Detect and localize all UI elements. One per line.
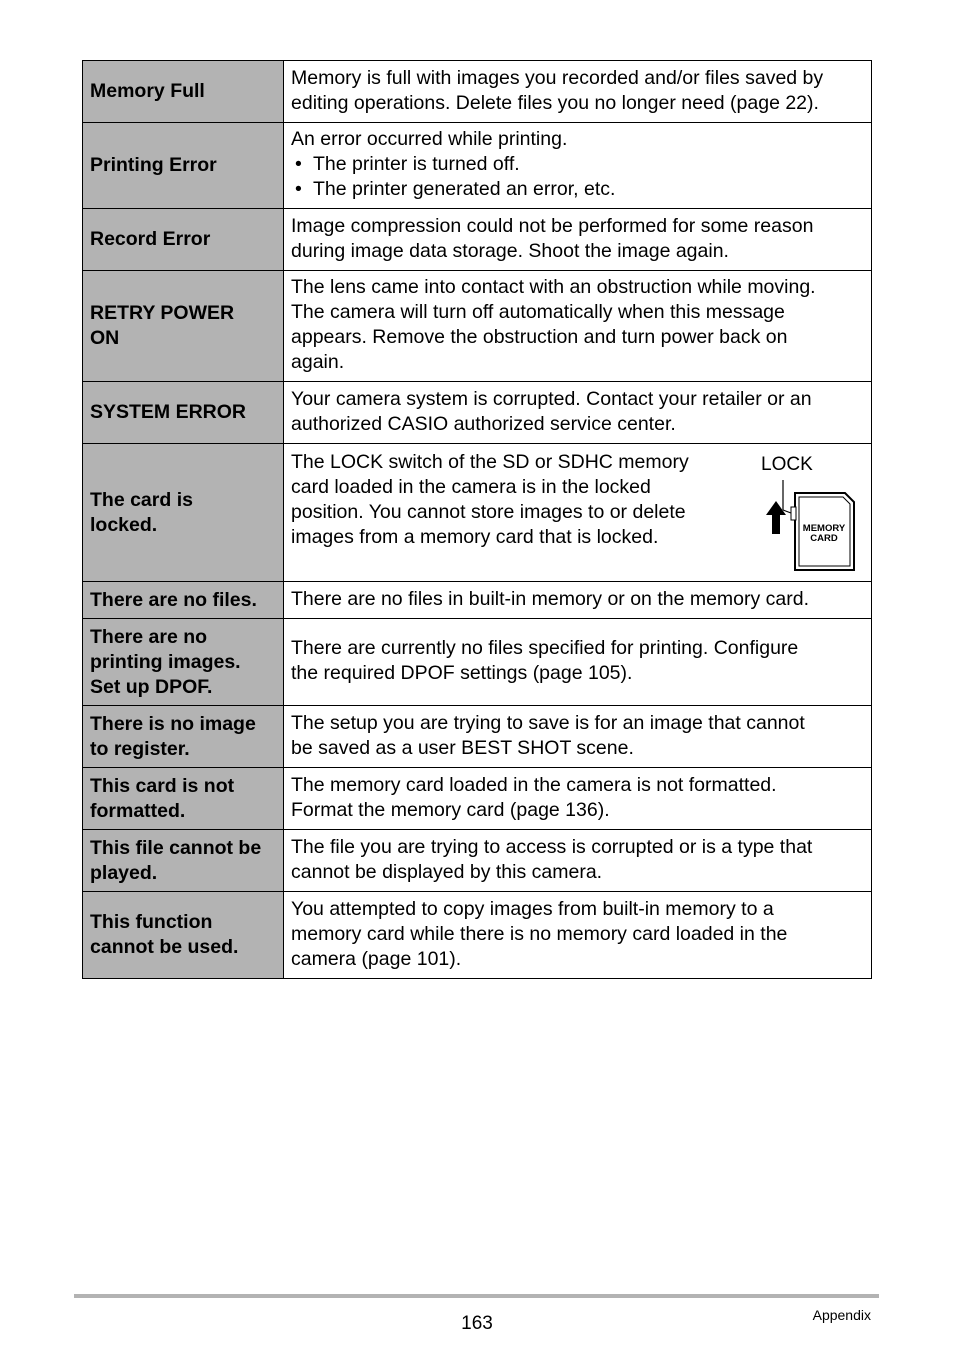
term-line: printing images. bbox=[90, 650, 241, 673]
message-term bbox=[83, 61, 284, 123]
table-row bbox=[83, 619, 872, 706]
desc-line: Format the memory card (page 136). bbox=[291, 798, 610, 821]
table-row bbox=[83, 382, 872, 444]
table-row bbox=[83, 706, 872, 768]
desc-line: Memory is full with images you recorded and/or files saved by bbox=[291, 66, 824, 89]
term-line: There are no bbox=[90, 625, 208, 648]
desc-line: appears. Remove the obstruction and turn power back on bbox=[291, 326, 788, 348]
bullet-item bbox=[291, 177, 865, 202]
term-line: Memory Full bbox=[90, 80, 205, 102]
desc-line: The file you are trying to access is corrupted or is a type that bbox=[291, 835, 813, 858]
term-line: ON bbox=[90, 327, 120, 349]
desc-line: cannot be displayed by this camera. bbox=[291, 860, 603, 883]
term-line: The card is bbox=[90, 488, 193, 511]
table-row bbox=[83, 582, 872, 619]
term-line: There is no image bbox=[90, 712, 256, 735]
message-description bbox=[284, 61, 872, 123]
lock-label: LOCK bbox=[761, 454, 813, 475]
desc-line: the required DPOF settings (page 105). bbox=[291, 662, 633, 684]
message-term bbox=[83, 209, 284, 271]
desc-line: during image data storage. Shoot the image again. bbox=[291, 239, 729, 262]
desc-line: The LOCK switch of the SD or SDHC memory bbox=[291, 451, 689, 473]
message-term bbox=[83, 619, 284, 706]
message-term bbox=[83, 271, 284, 382]
bullet-text: The printer is turned off. bbox=[313, 153, 520, 175]
message-description bbox=[284, 382, 872, 444]
message-description bbox=[284, 892, 872, 979]
desc-line: There are no files in built-in memory or on the memory card. bbox=[291, 587, 810, 610]
table-row bbox=[83, 892, 872, 979]
table-row bbox=[83, 271, 872, 382]
term-line: SYSTEM ERROR bbox=[90, 401, 247, 423]
message-description bbox=[284, 271, 872, 382]
message-description bbox=[284, 123, 872, 209]
desc-line: Your camera system is corrupted. Contact your retailer or an bbox=[291, 387, 812, 410]
message-term bbox=[83, 830, 284, 892]
desc-line: images from a memory card that is locked. bbox=[291, 526, 659, 548]
term-line: This function bbox=[90, 911, 213, 933]
bullet-text: The printer generated an error, etc. bbox=[313, 178, 616, 200]
table-row bbox=[83, 123, 872, 209]
message-description bbox=[284, 768, 872, 830]
memory-card-figure bbox=[755, 450, 865, 575]
desc-line: You attempted to copy images from built-in memory to a bbox=[291, 897, 774, 920]
desc-line: The camera will turn off automatically when this message bbox=[291, 301, 785, 323]
message-description bbox=[284, 582, 872, 619]
term-line: locked. bbox=[90, 513, 158, 536]
card-text-line2: CARD bbox=[810, 533, 838, 544]
message-description bbox=[284, 706, 872, 768]
memory-card-icon bbox=[795, 493, 854, 570]
message-term bbox=[83, 892, 284, 979]
term-line: RETRY POWER bbox=[90, 302, 235, 324]
term-line: to register. bbox=[90, 737, 190, 760]
term-line: This card is not bbox=[90, 774, 235, 797]
section-name: Appendix bbox=[812, 1307, 871, 1323]
desc-line: The setup you are trying to save is for an image that cannot bbox=[291, 711, 805, 734]
term-line: played. bbox=[90, 861, 158, 884]
term-line: This file cannot be bbox=[90, 836, 262, 859]
lock-content bbox=[291, 450, 865, 575]
card-text-line1: MEMORY bbox=[802, 523, 846, 534]
term-line: cannot be used. bbox=[90, 936, 239, 958]
bullet-icon: • bbox=[295, 153, 302, 175]
term-line: formatted. bbox=[90, 799, 186, 822]
desc-line: An error occurred while printing. bbox=[291, 128, 568, 150]
term-line: Set up DPOF. bbox=[90, 675, 213, 698]
desc-line: The memory card loaded in the camera is not formatted. bbox=[291, 773, 777, 796]
term-line: There are no files. bbox=[90, 588, 257, 611]
desc-line: The lens came into contact with an obstruction while moving. bbox=[291, 276, 816, 298]
table-row bbox=[83, 61, 872, 123]
message-description bbox=[284, 209, 872, 271]
message-term bbox=[83, 706, 284, 768]
desc-line: editing operations. Delete files you no longer need (page 22). bbox=[291, 91, 819, 114]
message-term bbox=[83, 582, 284, 619]
table-row bbox=[83, 830, 872, 892]
desc-line: again. bbox=[291, 351, 345, 373]
desc-line: position. You cannot store images to or delete bbox=[291, 501, 686, 523]
desc-line: There are currently no files specified for printing. Configure bbox=[291, 637, 799, 659]
desc-line: Image compression could not be performed for some reason bbox=[291, 214, 814, 237]
table-row bbox=[83, 209, 872, 271]
message-term bbox=[83, 123, 284, 209]
table-row bbox=[83, 444, 872, 582]
message-term bbox=[83, 444, 284, 582]
message-description bbox=[284, 444, 872, 582]
desc-line: be saved as a user BEST SHOT scene. bbox=[291, 736, 634, 759]
message-description bbox=[284, 619, 872, 706]
desc-line: memory card while there is no memory card loaded in the bbox=[291, 922, 788, 945]
desc-line: authorized CASIO authorized service center. bbox=[291, 412, 676, 435]
message-term bbox=[83, 382, 284, 444]
desc-line: camera (page 101). bbox=[291, 947, 462, 970]
term-line: Printing Error bbox=[90, 154, 217, 176]
memory-card-illustration bbox=[755, 450, 865, 575]
page-number: 163 bbox=[461, 1313, 493, 1334]
message-term bbox=[83, 768, 284, 830]
error-message-table bbox=[82, 60, 872, 979]
footer-divider bbox=[74, 1294, 879, 1298]
desc-line: card loaded in the camera is in the locked bbox=[291, 476, 651, 498]
bullet-icon: • bbox=[295, 178, 302, 200]
table-row bbox=[83, 768, 872, 830]
bullet-item bbox=[291, 152, 865, 177]
lock-description bbox=[291, 450, 741, 550]
message-description bbox=[284, 830, 872, 892]
term-line: Record Error bbox=[90, 228, 211, 250]
